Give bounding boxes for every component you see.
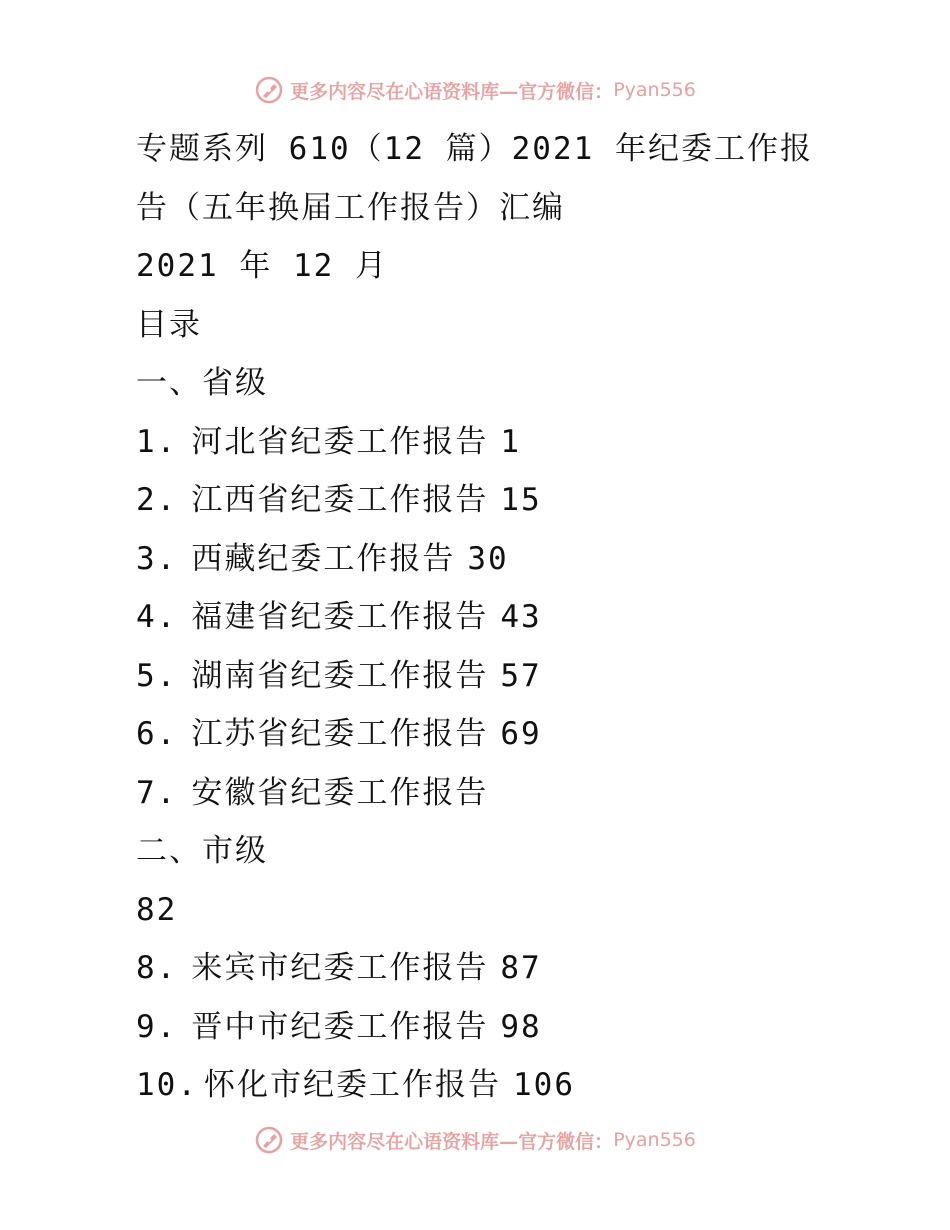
watermark-banner-top — [0, 70, 950, 110]
toc-item — [136, 647, 836, 706]
toc-item — [136, 764, 836, 823]
toc-item-title: 河北省纪委工作报告 — [191, 423, 489, 460]
toc-item — [136, 998, 836, 1057]
section-heading-provincial: 一、省级 — [136, 365, 268, 401]
toc-item-title: 江西省纪委工作报告 — [191, 482, 489, 518]
toc-item-number: 2. — [136, 482, 178, 518]
watermark-text-main: 更多内容尽在心语资料库 — [290, 1130, 500, 1153]
toc-item-title: 江苏省纪委工作报告 — [191, 716, 489, 752]
stray-page-number: 82 — [136, 891, 178, 928]
toc-item-title: 西藏纪委工作报告 — [191, 540, 456, 577]
toc-item — [136, 413, 836, 472]
toc-item-number: 9. — [136, 1008, 178, 1045]
toc-item — [136, 471, 836, 530]
toc-item — [136, 705, 836, 764]
toc-item-page: 30 — [467, 540, 509, 577]
document-title-line-1: 专题系列 610（12 篇）2021 年纪委工作报 — [136, 131, 813, 167]
watermark-wechat-id: Pyan556 — [613, 79, 696, 101]
toc-item-page: 57 — [500, 657, 542, 694]
toc-item — [136, 530, 836, 589]
document-date: 2021 年 12 月 — [136, 248, 388, 284]
watermark-text-dash: —官方微信： — [499, 80, 614, 103]
pen-logo-icon — [254, 75, 284, 105]
document-title-line-2: 告（五年换届工作报告）汇编 — [136, 189, 565, 226]
toc-item-title: 福建省纪委工作报告 — [191, 599, 489, 635]
toc-heading: 目录 — [136, 306, 202, 343]
toc-item-title: 安徽省纪委工作报告 — [191, 774, 489, 811]
toc-item-number: 6. — [136, 716, 178, 752]
toc-item-page: 1 — [500, 423, 521, 460]
watermark-wechat-id: Pyan556 — [613, 1129, 696, 1151]
toc-item — [136, 1056, 836, 1115]
toc-item-page: 69 — [500, 716, 542, 752]
toc-item-page: 106 — [513, 1067, 575, 1103]
toc-item-title: 晋中市纪委工作报告 — [191, 1008, 489, 1045]
toc-item-number: 8. — [136, 950, 178, 986]
toc-item-page: 87 — [500, 950, 542, 986]
toc-item-title: 湖南省纪委工作报告 — [191, 657, 489, 694]
toc-item-page: 15 — [500, 482, 542, 518]
document-body — [136, 120, 836, 1115]
toc-item-number: 4. — [136, 599, 178, 635]
watermark-text-dash: —官方微信： — [499, 1130, 614, 1153]
toc-item-page: 43 — [500, 599, 542, 635]
toc-item-number: 7. — [136, 774, 178, 811]
toc-item — [136, 939, 836, 998]
section-heading-municipal: 二、市级 — [136, 833, 268, 869]
watermark-banner-bottom — [0, 1120, 950, 1160]
toc-item-title: 怀化市纪委工作报告 — [204, 1067, 501, 1103]
toc-item-page: 98 — [500, 1008, 542, 1045]
pen-logo-icon — [254, 1125, 284, 1155]
watermark-text-main: 更多内容尽在心语资料库 — [290, 80, 500, 103]
toc-item-number: 10. — [136, 1067, 198, 1103]
toc-item-title: 来宾市纪委工作报告 — [191, 950, 489, 986]
toc-item-number: 5. — [136, 657, 178, 694]
toc-item-number: 3. — [136, 540, 178, 577]
toc-item-number: 1. — [136, 423, 178, 460]
toc-item — [136, 588, 836, 647]
